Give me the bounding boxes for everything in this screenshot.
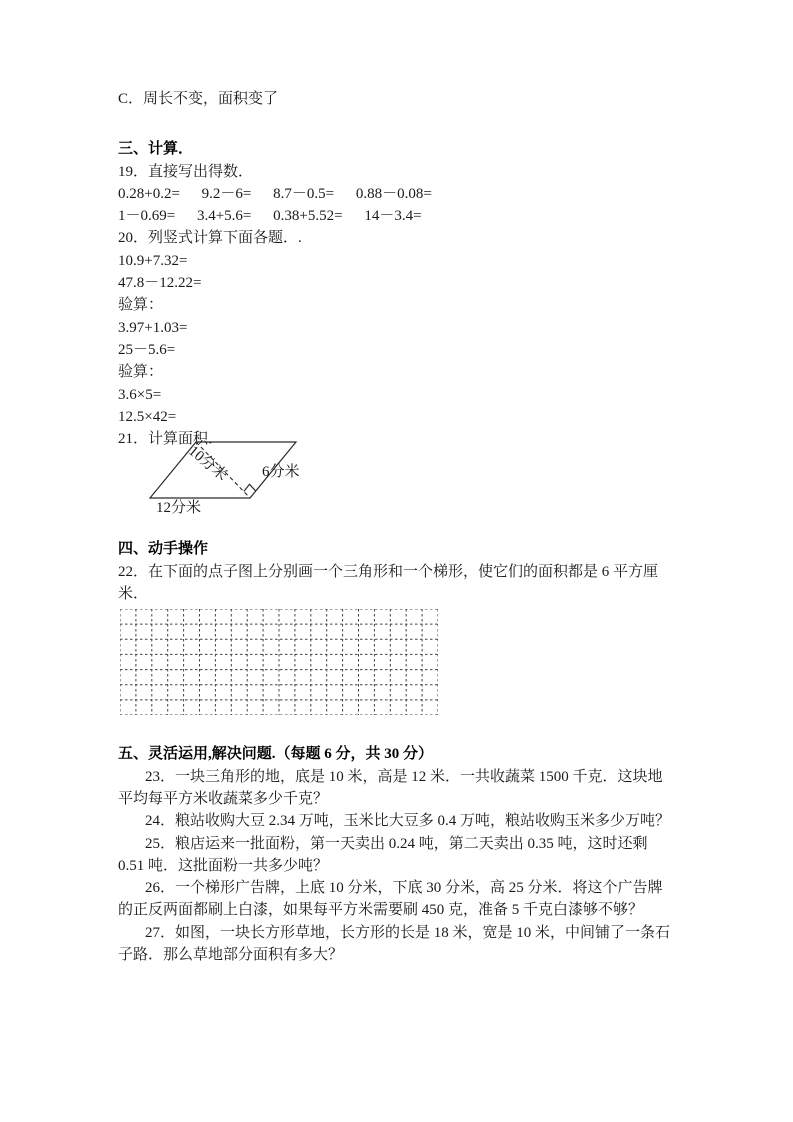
q20-line: 47.8－12.22= bbox=[118, 275, 202, 292]
section-heading-calc: 三、计算． bbox=[118, 141, 194, 158]
q19-row2 bbox=[118, 205, 677, 227]
problem-27: 27．如图，一块长方形草地，长方形的长是 18 米，宽是 10 米，中间铺了一条石子路．那么草地部分面积有多大？ bbox=[118, 924, 671, 964]
arithmetic-expression: 8.7－0.5= bbox=[273, 185, 335, 202]
q19-label: 19．直接写出得数． bbox=[118, 163, 254, 180]
q20-line: 25－5.6= bbox=[118, 341, 176, 358]
section-heading-problems: 五、灵活运用,解决问题.（每题 6 分，共 30 分） bbox=[118, 746, 434, 763]
arithmetic-expression: 0.38+5.52= bbox=[273, 208, 343, 225]
problem-26: 26．一个梯形广告牌，上底 10 分米，下底 30 分米，高 25 分米．将这个广告牌的正反两面都刷上白漆，如果每平方米需要刷 450 克，准备 5 千克白漆够不够？ bbox=[118, 880, 663, 919]
q20-line: 3.6×5= bbox=[118, 386, 162, 403]
q20-line: 12.5×42= bbox=[118, 408, 177, 425]
q20-line: 10.9+7.32= bbox=[118, 252, 188, 269]
problem-23: 23．一块三角形的地，底是 10 米，高是 12 米．一共收蔬菜 1500 千克．这块地平均每平方米收蔬菜多少千克？ bbox=[118, 768, 663, 807]
q20-line: 3.97+1.03= bbox=[118, 319, 188, 336]
option-c: C．周长不变，面积变了 bbox=[118, 91, 279, 107]
q20-label: 20．列竖式计算下面各题．. bbox=[118, 230, 302, 247]
arithmetic-expression: 3.4+5.6= bbox=[196, 208, 252, 225]
q19-row1 bbox=[118, 183, 677, 205]
right-angle-mark bbox=[244, 485, 256, 492]
arithmetic-expression: 14－3.4= bbox=[364, 208, 422, 225]
arithmetic-expression: 9.2－6= bbox=[201, 185, 252, 202]
q22-label: 22．在下面的点子图上分别画一个三角形和一个梯形，使它们的面积都是 6 平方厘米． bbox=[118, 563, 659, 603]
problem-24: 24．粮站收购大豆 2.34 万吨，玉米比大豆多 0.4 万吨，粮站收购玉米多少万吨？ bbox=[145, 813, 671, 830]
q21-label: 21．计算面积． bbox=[118, 431, 224, 448]
problem-25: 25．粮店运来一批面粉，第一天卖出 0.24 吨，第二天卖出 0.35 吨，这时还剩 0.51 吨．这批面粉一共多少吨？ bbox=[118, 835, 648, 874]
arithmetic-expression: 0.28+0.2= bbox=[118, 185, 180, 202]
q20-verify-label: 验算： bbox=[118, 297, 164, 314]
q20-verify-label: 验算： bbox=[118, 364, 164, 381]
dot-grid-svg bbox=[120, 609, 438, 715]
arithmetic-expression: 1－0.69= bbox=[118, 208, 176, 225]
arithmetic-expression: 0.88－0.08= bbox=[355, 185, 432, 202]
worksheet-content bbox=[118, 88, 677, 966]
base-label: 12分米 bbox=[156, 500, 202, 517]
parallelogram-figure bbox=[134, 436, 354, 516]
dot-grid bbox=[120, 609, 438, 715]
section-heading-handson: 四、动手操作 bbox=[118, 541, 209, 558]
height-label: 10分米 bbox=[185, 443, 230, 485]
side-label: 6分米 bbox=[262, 464, 300, 481]
